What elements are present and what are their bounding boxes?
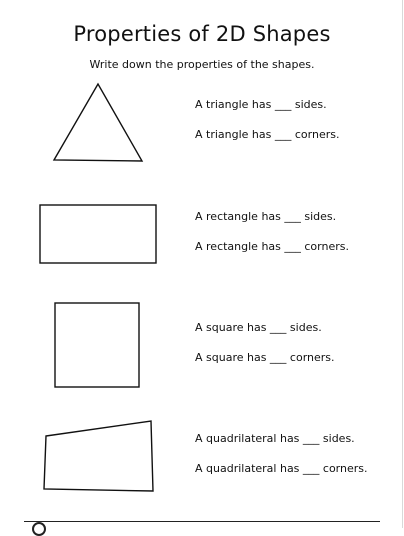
quadrilateral-shape xyxy=(40,418,158,496)
logo-icon xyxy=(32,522,46,536)
triangle-sides-prompt: A triangle has ___ sides. xyxy=(195,98,327,111)
rectangle-sides-prompt: A rectangle has ___ sides. xyxy=(195,210,337,223)
rectangle-shape xyxy=(37,202,161,268)
square-shape xyxy=(52,300,144,392)
square-corners-prompt: A square has ___ corners. xyxy=(195,351,335,364)
quadrilateral-sides-prompt: A quadrilateral has ___ sides. xyxy=(195,432,355,445)
rectangle-corners-prompt: A rectangle has ___ corners. xyxy=(195,240,349,253)
footer-divider xyxy=(24,521,380,522)
page-title: Properties of 2D Shapes xyxy=(73,22,331,46)
triangle-corners-prompt: A triangle has ___ corners. xyxy=(195,128,340,141)
triangle-shape xyxy=(50,80,146,166)
instruction-text: Write down the properties of the shapes. xyxy=(89,58,315,71)
quadrilateral-corners-prompt: A quadrilateral has ___ corners. xyxy=(195,462,368,475)
square-sides-prompt: A square has ___ sides. xyxy=(195,321,322,334)
